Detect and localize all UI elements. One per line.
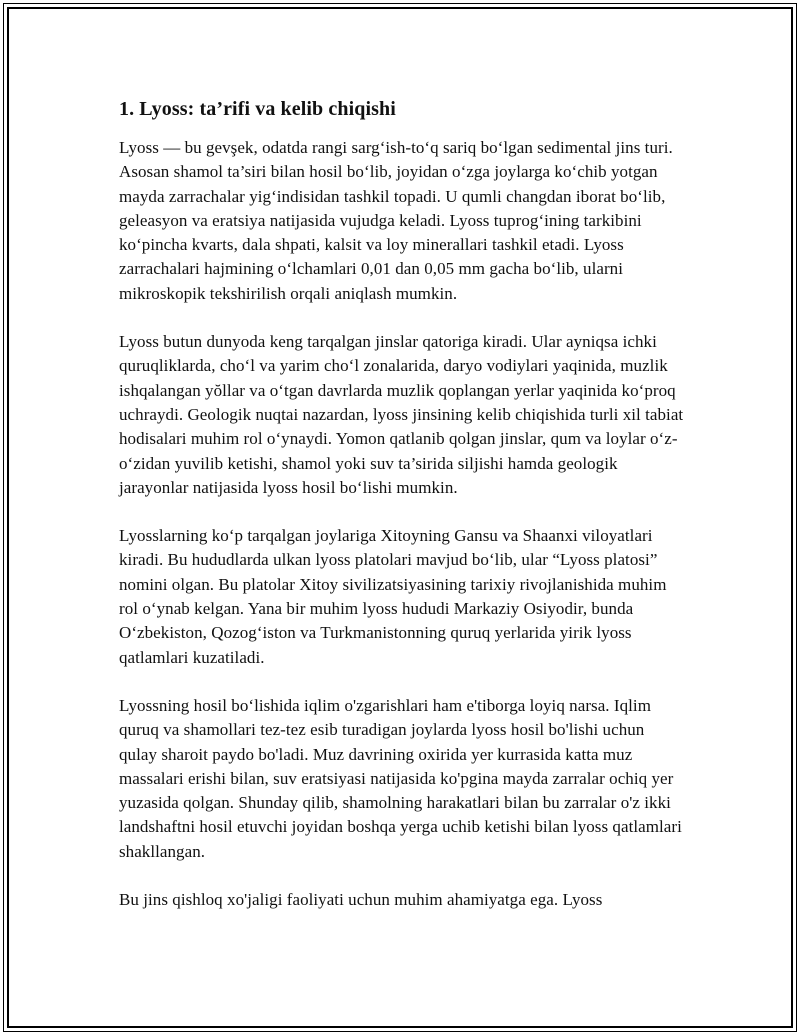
paragraph-climate: Lyossning hosil bo‘lishida iqlim o'zgarishlari ham e'tiborga loyiq narsa. Iqlim quruq va shamollari tez-tez esib turadigan joylarda lyoss hosil bo'lishi uchun qulay sharoit paydo bo'ladi. Muz davrining oxirida yer kurrasida katta muz massalari erishi bilan, suv eratsiyasi natijasida ko'pgina mayda zarralar ochiq yer yuzasida qolgan. Shunday qilib, shamolning harakatlari bilan bu zarralar o'z ikki landshaftni hosil etuvchi joyidan boshqa yerga uchib ketishi bilan lyoss qatlamlari shakllangan. [119, 695, 682, 861]
paragraph-definition: Lyoss — bu gevşek, odatda rangi sarg‘ish-to‘q sariq bo‘lgan sedimental jins turi. Asosan shamol ta’siri bilan hosil bo‘lib, joyidan o‘zga joylarga ko‘chib yotgan mayda zarrachalar yig‘indisidan tashkil topadi. U qumli changdan iborat bo‘lib, geleasyon va eratsiya natijasida vujudga keladi. Lyoss tuprog‘ining tarkibini ko‘pincha kvarts, dala shpati, kalsit va loy minerallari tashkil etadi. Lyoss zarrachalari hajmining o‘lchamlari 0,01 dan 0,05 mm gacha bo‘lib, ularni mikroskopik tekshirilish orqali aniqlash mumkin. [119, 138, 673, 303]
paragraph-regions: Lyosslarning ko‘p tarqalgan joylariga Xitoyning Gansu va Shaanxi viloyatlari kiradi. Bu hududlarda ulkan lyoss platolari mavjud bo‘lib, ular “Lyoss platosi” nomini olgan. Bu platolar Xitoy sivilizatsiyasining tarixiy rivojlanishida muhim rol o‘ynab kelgan. Yana bir muhim lyoss hududi Markaziy Osiyodir, bunda O‘zbekiston, Qozog‘iston va Turkmanistonning quruq yerlarida yirik lyoss qatlamlari kuzatiladi. [119, 526, 667, 667]
page-frame [3, 3, 797, 1032]
page-title: 1. Lyoss: ta’rifi va kelib chiqishi [119, 98, 396, 120]
document-body [119, 96, 684, 936]
paragraph-agriculture: Bu jins qishloq xo'jaligi faoliyati uchun muhim ahamiyatga ega. Lyoss [119, 890, 603, 910]
paragraph-distribution: Lyoss butun dunyoda keng tarqalgan jinslar qatoriga kiradi. Ular ayniqsa ichki quruqliklarda, cho‘l va yarim cho‘l zonalarida, daryo vodiylari yaqinida, muzlik ishqalangan yŏllar va o‘tgan davrlarda muzlik qoplangan yerlar yaqinida ko‘proq uchraydi. Geologik nuqtai nazardan, lyoss jinsining kelib chiqishida turli xil tabiat hodisalari muhim rol o‘ynaydi. Yomon qatlanib qolgan jinslar, qum va loylar o‘z-o‘zidan yuvilib ketishi, shamol yoki suv ta’sirida siljishi hamda geologik jarayonlar natijasida lyoss hosil bo‘lishi mumkin. [119, 332, 684, 497]
